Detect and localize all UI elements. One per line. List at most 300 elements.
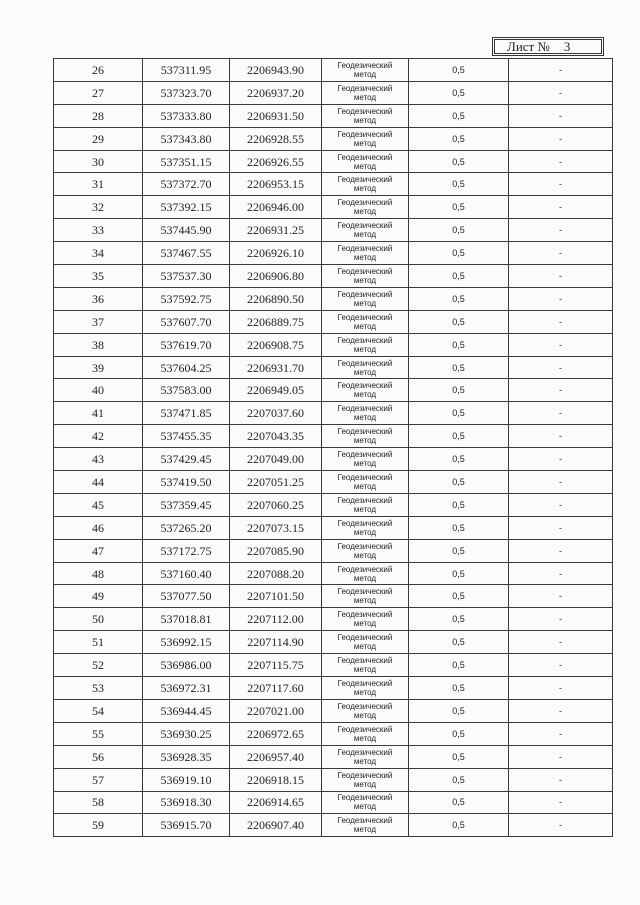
accuracy-cell: 0,5 [409,631,509,654]
coordinates-table [53,58,613,837]
point-number-cell: 30 [54,150,143,173]
description-cell: - [509,516,613,539]
method-cell [322,104,409,127]
accuracy-cell: 0,5 [409,81,509,104]
description-cell: - [509,562,613,585]
table-row [54,265,613,288]
y-coordinate-cell: 2207085.90 [230,539,322,562]
description-cell: - [509,265,613,288]
point-number-cell: 55 [54,722,143,745]
y-coordinate-cell: 2206907.40 [230,814,322,837]
description-cell: - [509,425,613,448]
accuracy-cell: 0,5 [409,585,509,608]
x-coordinate-cell: 537343.80 [143,127,230,150]
y-coordinate-cell: 2206906.80 [230,265,322,288]
method-line-1: Геодезический [337,518,393,528]
description-cell: - [509,493,613,516]
x-coordinate-cell: 537419.50 [143,471,230,494]
y-coordinate-cell: 2207021.00 [230,699,322,722]
x-coordinate-cell: 536986.00 [143,654,230,677]
method-cell [322,242,409,265]
description-cell: - [509,448,613,471]
y-coordinate-cell: 2206931.50 [230,104,322,127]
description-cell: - [509,81,613,104]
y-coordinate-cell: 2206953.15 [230,173,322,196]
method-line-2: метод [353,92,377,102]
x-coordinate-cell: 537172.75 [143,539,230,562]
point-number-cell: 26 [54,59,143,82]
accuracy-cell: 0,5 [409,654,509,677]
y-coordinate-cell: 2207114.90 [230,631,322,654]
y-coordinate-cell: 2206926.10 [230,242,322,265]
point-number-cell: 31 [54,173,143,196]
description-cell: - [509,768,613,791]
x-coordinate-cell: 537445.90 [143,219,230,242]
method-line-1: Геодезический [337,678,393,688]
point-number-cell: 36 [54,287,143,310]
accuracy-cell: 0,5 [409,814,509,837]
method-line-1: Геодезический [337,404,393,414]
y-coordinate-cell: 2206931.70 [230,356,322,379]
accuracy-cell: 0,5 [409,265,509,288]
method-line-2: метод [353,367,377,377]
point-number-cell: 51 [54,631,143,654]
description-cell: - [509,127,613,150]
method-cell [322,196,409,219]
method-cell [322,150,409,173]
table-row [54,196,613,219]
table-row [54,379,613,402]
accuracy-cell: 0,5 [409,196,509,219]
description-cell: - [509,745,613,768]
x-coordinate-cell: 537537.30 [143,265,230,288]
accuracy-cell: 0,5 [409,791,509,814]
method-cell [322,699,409,722]
point-number-cell: 32 [54,196,143,219]
method-cell [322,677,409,700]
method-cell [322,516,409,539]
y-coordinate-cell: 2207049.00 [230,448,322,471]
table-row [54,493,613,516]
method-cell [322,448,409,471]
x-coordinate-cell: 537333.80 [143,104,230,127]
x-coordinate-cell: 537265.20 [143,516,230,539]
method-line-2: метод [353,344,377,354]
table-row [54,699,613,722]
description-cell: - [509,150,613,173]
y-coordinate-cell: 2207112.00 [230,608,322,631]
y-coordinate-cell: 2206943.90 [230,59,322,82]
accuracy-cell: 0,5 [409,356,509,379]
method-line-1: Геодезический [337,266,393,276]
accuracy-cell: 0,5 [409,333,509,356]
method-line-2: метод [353,642,377,652]
x-coordinate-cell: 537018.81 [143,608,230,631]
table-row [54,81,613,104]
description-cell: - [509,196,613,219]
method-line-2: метод [353,115,377,125]
method-cell [322,631,409,654]
point-number-cell: 43 [54,448,143,471]
point-number-cell: 54 [54,699,143,722]
y-coordinate-cell: 2207043.35 [230,425,322,448]
method-line-1: Геодезический [337,472,393,482]
y-coordinate-cell: 2206908.75 [230,333,322,356]
description-cell: - [509,814,613,837]
method-line-2: метод [353,207,377,217]
method-cell [322,310,409,333]
x-coordinate-cell: 537429.45 [143,448,230,471]
method-line-1: Геодезический [337,198,393,208]
accuracy-cell: 0,5 [409,310,509,333]
method-line-2: метод [353,184,377,194]
method-line-2: метод [353,390,377,400]
table-row [54,585,613,608]
accuracy-cell: 0,5 [409,425,509,448]
description-cell: - [509,631,613,654]
method-line-2: метод [353,504,377,514]
method-line-2: метод [353,298,377,308]
method-cell [322,81,409,104]
description-cell: - [509,310,613,333]
method-cell [322,287,409,310]
x-coordinate-cell: 536915.70 [143,814,230,837]
table-row [54,608,613,631]
description-cell: - [509,791,613,814]
point-number-cell: 59 [54,814,143,837]
y-coordinate-cell: 2206972.65 [230,722,322,745]
point-number-cell: 58 [54,791,143,814]
table-row [54,814,613,837]
method-line-2: метод [353,710,377,720]
description-cell: - [509,699,613,722]
table-row [54,242,613,265]
accuracy-cell: 0,5 [409,677,509,700]
description-cell: - [509,539,613,562]
method-line-2: метод [353,596,377,606]
point-number-cell: 34 [54,242,143,265]
method-cell [322,379,409,402]
table-row [54,150,613,173]
table-row [54,356,613,379]
y-coordinate-cell: 2206931.25 [230,219,322,242]
y-coordinate-cell: 2206914.65 [230,791,322,814]
accuracy-cell: 0,5 [409,699,509,722]
method-line-2: метод [353,687,377,697]
method-line-2: метод [353,459,377,469]
method-cell [322,471,409,494]
table-row [54,402,613,425]
method-line-1: Геодезический [337,221,393,231]
method-cell [322,356,409,379]
method-line-2: метод [353,527,377,537]
method-line-1: Геодезический [337,106,393,116]
method-line-1: Геодезический [337,541,393,551]
method-line-1: Геодезический [337,427,393,437]
point-number-cell: 28 [54,104,143,127]
y-coordinate-cell: 2206926.55 [230,150,322,173]
x-coordinate-cell: 537077.50 [143,585,230,608]
method-cell [322,265,409,288]
y-coordinate-cell: 2206946.00 [230,196,322,219]
method-line-2: метод [353,825,377,835]
method-line-1: Геодезический [337,358,393,368]
method-cell [322,562,409,585]
method-line-1: Геодезический [337,244,393,254]
method-line-2: метод [353,321,377,331]
accuracy-cell: 0,5 [409,562,509,585]
accuracy-cell: 0,5 [409,539,509,562]
x-coordinate-cell: 537323.70 [143,81,230,104]
point-number-cell: 53 [54,677,143,700]
method-line-1: Геодезический [337,450,393,460]
y-coordinate-cell: 2207051.25 [230,471,322,494]
method-line-1: Геодезический [337,152,393,162]
x-coordinate-cell: 537607.70 [143,310,230,333]
method-line-1: Геодезический [337,770,393,780]
method-cell [322,745,409,768]
point-number-cell: 46 [54,516,143,539]
y-coordinate-cell: 2206890.50 [230,287,322,310]
x-coordinate-cell: 537604.25 [143,356,230,379]
x-coordinate-cell: 537592.75 [143,287,230,310]
table-row [54,219,613,242]
method-line-1: Геодезический [337,793,393,803]
method-line-2: метод [353,253,377,263]
method-line-1: Геодезический [337,83,393,93]
x-coordinate-cell: 536972.31 [143,677,230,700]
x-coordinate-cell: 536918.30 [143,791,230,814]
point-number-cell: 44 [54,471,143,494]
method-line-1: Геодезический [337,747,393,757]
description-cell: - [509,654,613,677]
method-cell [322,768,409,791]
table-row [54,425,613,448]
method-line-2: метод [353,413,377,423]
table-row [54,768,613,791]
point-number-cell: 39 [54,356,143,379]
method-line-2: метод [353,619,377,629]
description-cell: - [509,585,613,608]
accuracy-cell: 0,5 [409,516,509,539]
accuracy-cell: 0,5 [409,608,509,631]
method-line-2: метод [353,573,377,583]
method-line-1: Геодезический [337,60,393,70]
y-coordinate-cell: 2207115.75 [230,654,322,677]
method-line-2: метод [353,69,377,79]
method-line-1: Геодезический [337,656,393,666]
point-number-cell: 27 [54,81,143,104]
accuracy-cell: 0,5 [409,448,509,471]
table-row [54,631,613,654]
accuracy-cell: 0,5 [409,127,509,150]
point-number-cell: 50 [54,608,143,631]
table-row [54,539,613,562]
method-cell [322,654,409,677]
description-cell: - [509,104,613,127]
table-row [54,448,613,471]
y-coordinate-cell: 2206949.05 [230,379,322,402]
method-line-2: метод [353,756,377,766]
description-cell: - [509,333,613,356]
accuracy-cell: 0,5 [409,768,509,791]
table-row [54,654,613,677]
y-coordinate-cell: 2206937.20 [230,81,322,104]
method-line-2: метод [353,779,377,789]
description-cell: - [509,402,613,425]
method-cell [322,585,409,608]
x-coordinate-cell: 537467.55 [143,242,230,265]
method-line-2: метод [353,161,377,171]
table-row [54,471,613,494]
description-cell: - [509,471,613,494]
method-line-1: Геодезический [337,129,393,139]
method-line-2: метод [353,436,377,446]
table-row [54,791,613,814]
description-cell: - [509,356,613,379]
y-coordinate-cell: 2206889.75 [230,310,322,333]
y-coordinate-cell: 2207088.20 [230,562,322,585]
method-cell [322,493,409,516]
point-number-cell: 33 [54,219,143,242]
method-cell [322,425,409,448]
accuracy-cell: 0,5 [409,287,509,310]
description-cell: - [509,677,613,700]
method-line-1: Геодезический [337,610,393,620]
sheet-label: Лист № [507,39,550,54]
description-cell: - [509,242,613,265]
y-coordinate-cell: 2207101.50 [230,585,322,608]
description-cell: - [509,173,613,196]
description-cell: - [509,59,613,82]
x-coordinate-cell: 537392.15 [143,196,230,219]
method-line-1: Геодезический [337,312,393,322]
description-cell: - [509,379,613,402]
point-number-cell: 48 [54,562,143,585]
method-cell [322,791,409,814]
x-coordinate-cell: 537619.70 [143,333,230,356]
method-line-1: Геодезический [337,335,393,345]
table-row [54,677,613,700]
table-row [54,562,613,585]
x-coordinate-cell: 536928.35 [143,745,230,768]
x-coordinate-cell: 537372.70 [143,173,230,196]
accuracy-cell: 0,5 [409,173,509,196]
description-cell: - [509,219,613,242]
y-coordinate-cell: 2206918.15 [230,768,322,791]
point-number-cell: 37 [54,310,143,333]
table-row [54,173,613,196]
description-cell: - [509,722,613,745]
method-cell [322,219,409,242]
method-cell [322,173,409,196]
point-number-cell: 47 [54,539,143,562]
method-line-1: Геодезический [337,633,393,643]
point-number-cell: 41 [54,402,143,425]
x-coordinate-cell: 536944.45 [143,699,230,722]
method-cell [322,402,409,425]
method-line-1: Геодезический [337,495,393,505]
x-coordinate-cell: 537583.00 [143,379,230,402]
y-coordinate-cell: 2207060.25 [230,493,322,516]
accuracy-cell: 0,5 [409,379,509,402]
x-coordinate-cell: 537455.35 [143,425,230,448]
accuracy-cell: 0,5 [409,745,509,768]
method-line-2: метод [353,230,377,240]
method-line-1: Геодезический [337,564,393,574]
x-coordinate-cell: 536992.15 [143,631,230,654]
point-number-cell: 35 [54,265,143,288]
accuracy-cell: 0,5 [409,493,509,516]
table-row [54,287,613,310]
method-cell [322,814,409,837]
table-row [54,722,613,745]
point-number-cell: 57 [54,768,143,791]
accuracy-cell: 0,5 [409,150,509,173]
accuracy-cell: 0,5 [409,402,509,425]
method-line-1: Геодезический [337,175,393,185]
method-line-1: Геодезический [337,289,393,299]
method-cell [322,608,409,631]
accuracy-cell: 0,5 [409,471,509,494]
accuracy-cell: 0,5 [409,59,509,82]
table-row [54,310,613,333]
sheet-number: 3 [563,39,571,54]
method-cell [322,539,409,562]
point-number-cell: 42 [54,425,143,448]
point-number-cell: 56 [54,745,143,768]
method-line-1: Геодезический [337,381,393,391]
method-line-2: метод [353,733,377,743]
method-line-2: метод [353,138,377,148]
method-line-2: метод [353,550,377,560]
method-line-1: Геодезический [337,587,393,597]
method-line-1: Геодезический [337,724,393,734]
y-coordinate-cell: 2207037.60 [230,402,322,425]
method-line-1: Геодезический [337,701,393,711]
x-coordinate-cell: 536930.25 [143,722,230,745]
table-row [54,516,613,539]
method-cell [322,59,409,82]
x-coordinate-cell: 537471.85 [143,402,230,425]
y-coordinate-cell: 2206928.55 [230,127,322,150]
method-line-2: метод [353,481,377,491]
y-coordinate-cell: 2207117.60 [230,677,322,700]
x-coordinate-cell: 537351.15 [143,150,230,173]
table-row [54,127,613,150]
y-coordinate-cell: 2207073.15 [230,516,322,539]
table-row [54,745,613,768]
point-number-cell: 49 [54,585,143,608]
description-cell: - [509,287,613,310]
point-number-cell: 52 [54,654,143,677]
sheet-number-box [492,37,604,56]
point-number-cell: 38 [54,333,143,356]
point-number-cell: 45 [54,493,143,516]
table-row [54,333,613,356]
table-row [54,59,613,82]
description-cell: - [509,608,613,631]
method-line-2: метод [353,665,377,675]
coordinates-table-body [54,59,613,837]
accuracy-cell: 0,5 [409,219,509,242]
accuracy-cell: 0,5 [409,104,509,127]
method-cell [322,333,409,356]
x-coordinate-cell: 536919.10 [143,768,230,791]
method-line-2: метод [353,275,377,285]
method-cell [322,722,409,745]
x-coordinate-cell: 537311.95 [143,59,230,82]
